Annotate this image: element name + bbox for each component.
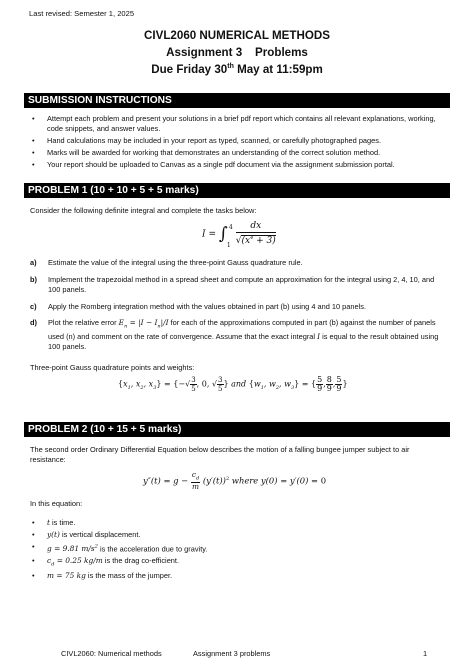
footer-assignment: Assignment 3 problems — [193, 649, 271, 658]
problem1-heading: PROBLEM 1 (10 + 10 + 5 + 5 marks) — [24, 183, 450, 198]
integral-equation: I = ∫ 4 1 $\frac{dx}{√(x^4 + 3)}$ — [202, 221, 276, 249]
submission-heading: SUBMISSION INSTRUCTIONS — [24, 93, 450, 108]
ode-equation: y″(t) = g − $\frac{c_d}{m}$ $(y'(t))^2$ where y(0) = y′(0) = 0 — [143, 470, 327, 492]
task-c: c) Apply the Romberg integration method with the values obtained in part (b) using 4 and 10 panels. — [30, 301, 366, 311]
variable-item: • $c_d = 0.25$ kg/m is the drag co-efficient. — [30, 556, 444, 570]
task-b: b) Implement the trapezoidal method in a spread sheet and compute an approximation for the integral using 2, 4, 10, and 100 panels. — [30, 274, 435, 294]
submission-list — [30, 114, 444, 171]
problem1-tasks — [30, 258, 444, 359]
submission-item: • Marks will be awarded for working that demonstrates an understanding of the correct solution method. — [30, 148, 444, 158]
problem2-variables — [30, 518, 444, 583]
last-revised: Last revised: Semester 1, 2025 — [29, 9, 135, 18]
submission-item: • Hand calculations may be included in your report as typed, scanned, or carefully photographed pages. — [30, 136, 444, 146]
problem2-heading: PROBLEM 2 (10 + 15 + 5 marks) — [24, 422, 450, 437]
due-date: Due Friday 30th May at 11:59pm — [151, 63, 323, 76]
gauss-label: Three-point Gauss quadrature points and weights: — [30, 363, 195, 372]
problem2-intro: The second order Ordinary Differential Equation below describes the motion of a falling bungee jumper subject to air resistance: — [30, 445, 410, 465]
gauss-points-equation: {$x_1$, $x_2$, $x_3$} = {−√ $\frac{3}{5}$ , 0, √ $\frac{3}{5}$ } and {$w_1$, $w_2$, $w_3$} = { $\frac{5}{9}$ , $\frac{8}{9}$ , $\frac{5}{9}$ } — [118, 375, 348, 393]
course-title: CIVL2060 NUMERICAL METHODS — [144, 29, 330, 42]
submission-item: • Your report should be uploaded to Canvas as a single pdf document via the assignment submission portal. — [30, 160, 444, 170]
title-block — [0, 27, 474, 78]
footer-course: CIVL2060: Numerical methods — [61, 649, 162, 658]
variable-item: • t is time. — [30, 518, 444, 528]
problem1-intro: Consider the following definite integral and complete the tasks below: — [30, 206, 257, 215]
footer-page-number: 1 — [423, 649, 428, 658]
variable-item: • g = 9.81 $m/s^2$ is the acceleration due to gravity. — [30, 542, 444, 555]
task-a: a) Estimate the value of the integral using the three-point Gauss quadrature rule. — [30, 258, 303, 267]
problem2-eq-label: In this equation: — [30, 499, 83, 508]
submission-item: • Attempt each problem and present your solutions in a brief pdf report which contains all relevant explanations, working, code snippets, and answer values. — [30, 114, 444, 134]
assignment-title: Assignment 3 Problems — [166, 46, 308, 59]
relative-error-formula: $E_n = |I - I_n|/I$ — [118, 318, 169, 330]
task-d: d) Plot the relative error $E_n = |I - I_n|/I$ for each of the approximations computed in part (b) against the number of panels used (n) and comment on the rate of convergence. Assume that the exact integral I is equal to the result obtained using 100 panels. — [30, 318, 439, 352]
variable-item: • y(t) is vertical displacement. — [30, 530, 444, 540]
variable-item: • m = 75 kg is the mass of the jumper. — [30, 571, 444, 581]
